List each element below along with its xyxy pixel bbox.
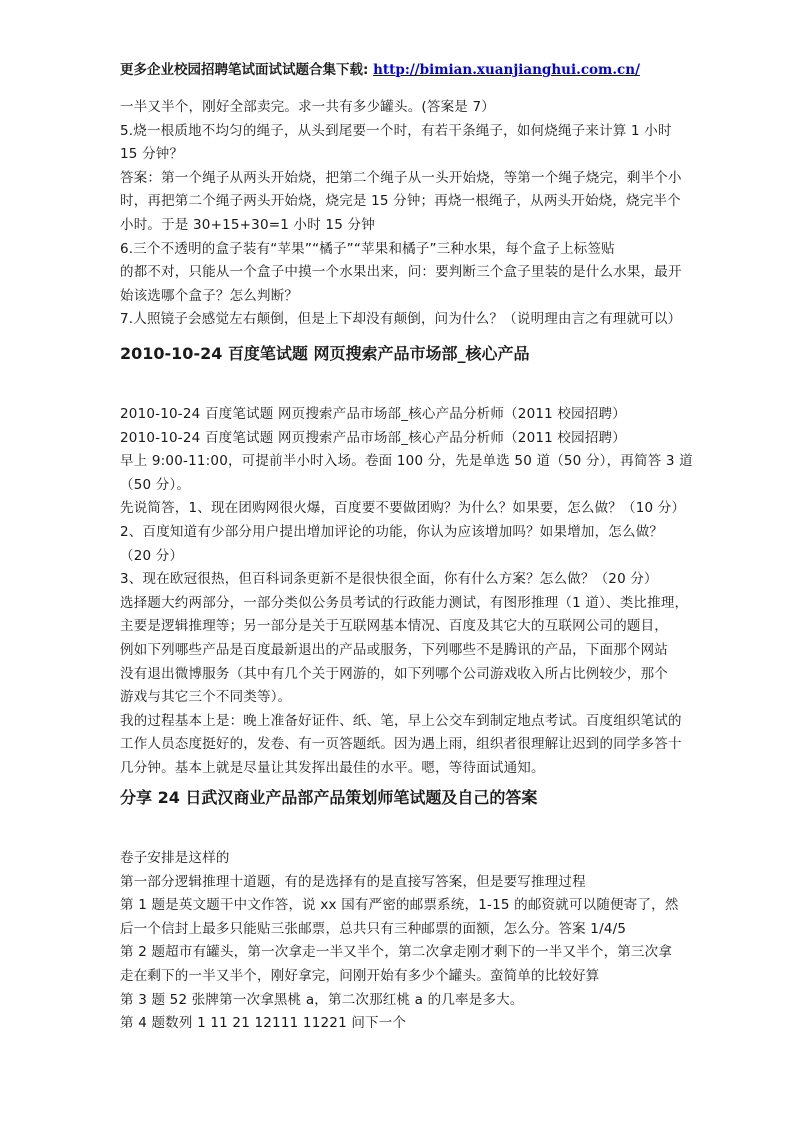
body-line: 第一部分逻辑推理十道题，有的是选择有的是直接写答案，但是要写推理过程 <box>120 873 586 890</box>
body-line: 的都不对，只能从一个盒子中摸一个水果出来，问：要判断三个盒子里装的是什么水果，最开 <box>120 264 682 281</box>
body-line: 15 分钟？ <box>120 146 184 163</box>
body-line: 2010-10-24 百度笔试题 网页搜索产品市场部_核心产品分析师（2011 校园招聘） <box>120 406 626 422</box>
body-line: 我的过程基本上是：晚上准备好证件、纸、笔，早上公交车到制定地点考试。百度组织笔试的 <box>120 712 682 729</box>
section1-body <box>120 96 692 332</box>
body-line: 第 4 题数列 1 11 21 12111 11221 问下一个 <box>120 1015 407 1032</box>
section3-body <box>120 847 692 1036</box>
body-line: 几分钟。基本上就是尽量让其发挥出最佳的水平。嗯，等待面试通知。 <box>120 759 545 776</box>
body-line: 答案：第一个绳子从两头开始烧，把第二个绳子从一头开始烧，等第一个绳子烧完，剩半个小 <box>120 169 682 186</box>
body-line: 早上 9:00-11:00，可提前半小时入场。卷面 100 分，先是单选 50 道（50 分），再简答 3 道 <box>120 453 693 470</box>
section2-title: 2010-10-24 百度笔试题 网页搜索产品市场部_核心产品 <box>120 344 530 363</box>
body-line: 一半又半个，刚好全部卖完。求一共有多少罐头。(答案是 7） <box>120 99 495 115</box>
body-line: 没有退出微博服务（其中有几个关于网游的，如下列哪个公司游戏收入所占比例较少，那个 <box>120 665 668 682</box>
body-line: 7.人照镜子会感觉左右颠倒，但是上下却没有颠倒，问为什么？（说明理由言之有理就可以） <box>120 311 682 328</box>
section3-title: 分享 24 日武汉商业产品部产品策划师笔试题及自己的答案 <box>120 788 538 807</box>
body-line: 5.烧一根质地不均匀的绳子，从头到尾要一个时，有若干条绳子，如何烧绳子来计算 1 小时 <box>120 122 672 139</box>
body-line: 第 1 题是英文题干中文作答，说 xx 国有严密的邮票系统，1-15 的邮资就可以随便寄了，然 <box>120 897 679 914</box>
body-line: 第 2 题超市有罐头，第一次拿走一半又半个，第二次拿走刚才剩下的一半又半个，第三次拿 <box>120 944 673 961</box>
body-line: 卷子安排是这样的 <box>120 850 230 866</box>
body-line: 先说简答，1、现在团购网很火爆，百度要不要做团购？为什么？如果要，怎么做？（10 分） <box>120 500 686 517</box>
body-line: 第 3 题 52 张牌第一次拿黑桃 a，第二次那红桃 a 的几率是多大。 <box>120 991 524 1008</box>
body-line: 工作人员态度挺好的，发卷、有一页答题纸。因为遇上雨，组织者很理解让迟到的同学多答十 <box>120 736 682 753</box>
body-line: 游戏与其它三个不同类等）。 <box>120 689 292 706</box>
body-line: 主要是逻辑推理等；另一部分是关于互联网基本情况、百度及其它大的互联网公司的题目， <box>120 618 668 635</box>
body-line: 6.三个不透明的盒子装有“苹果”“橘子”“苹果和橘子”三种水果，每个盒子上标签贴 <box>120 240 615 257</box>
body-line: 后一个信封上最多只能贴三张邮票，总共只有三种邮票的面额，怎么分。答案 1/4/5 <box>120 920 627 937</box>
body-line: 2010-10-24 百度笔试题 网页搜索产品市场部_核心产品分析师（2011 校园招聘） <box>120 429 626 446</box>
body-line: 选择题大约两部分，一部分类似公务员考试的行政能力测试，有图形推理（1 道）、类比推理， <box>120 594 689 611</box>
section2-body <box>120 403 692 781</box>
header-prefix: 更多企业校园招聘笔试面试试题合集下载: <box>120 62 374 78</box>
page-header <box>120 61 690 79</box>
body-line: 2、百度知道有少部分用户提出增加评论的功能，你认为应该增加吗？如果增加，怎么做？ <box>120 523 664 540</box>
download-link[interactable]: http://bimian.xuanjianghui.com.cn/ <box>373 62 640 78</box>
body-line: （50 分）。 <box>120 476 191 493</box>
body-line: （20 分） <box>120 547 184 564</box>
body-line: 例如下列哪些产品是百度最新退出的产品或服务，下列哪些不是腾讯的产品，下面那个网站 <box>120 641 668 658</box>
body-line: 时，再把第二个绳子两头开始烧，烧完是 15 分钟；再烧一根绳子，从两头开始烧，烧完半个 <box>120 193 681 210</box>
body-line: 3、现在欧冠很热，但百科词条更新不是很快很全面，你有什么方案？怎么做？（20 分） <box>120 571 658 588</box>
body-line: 小时。于是 30+15+30=1 小时 15 分钟 <box>120 216 375 233</box>
body-line: 始该选哪个盒子？怎么判断？ <box>120 287 299 304</box>
body-line: 走在剩下的一半又半个，刚好拿完，问刚开始有多少个罐头。蛮简单的比较好算 <box>120 967 600 984</box>
